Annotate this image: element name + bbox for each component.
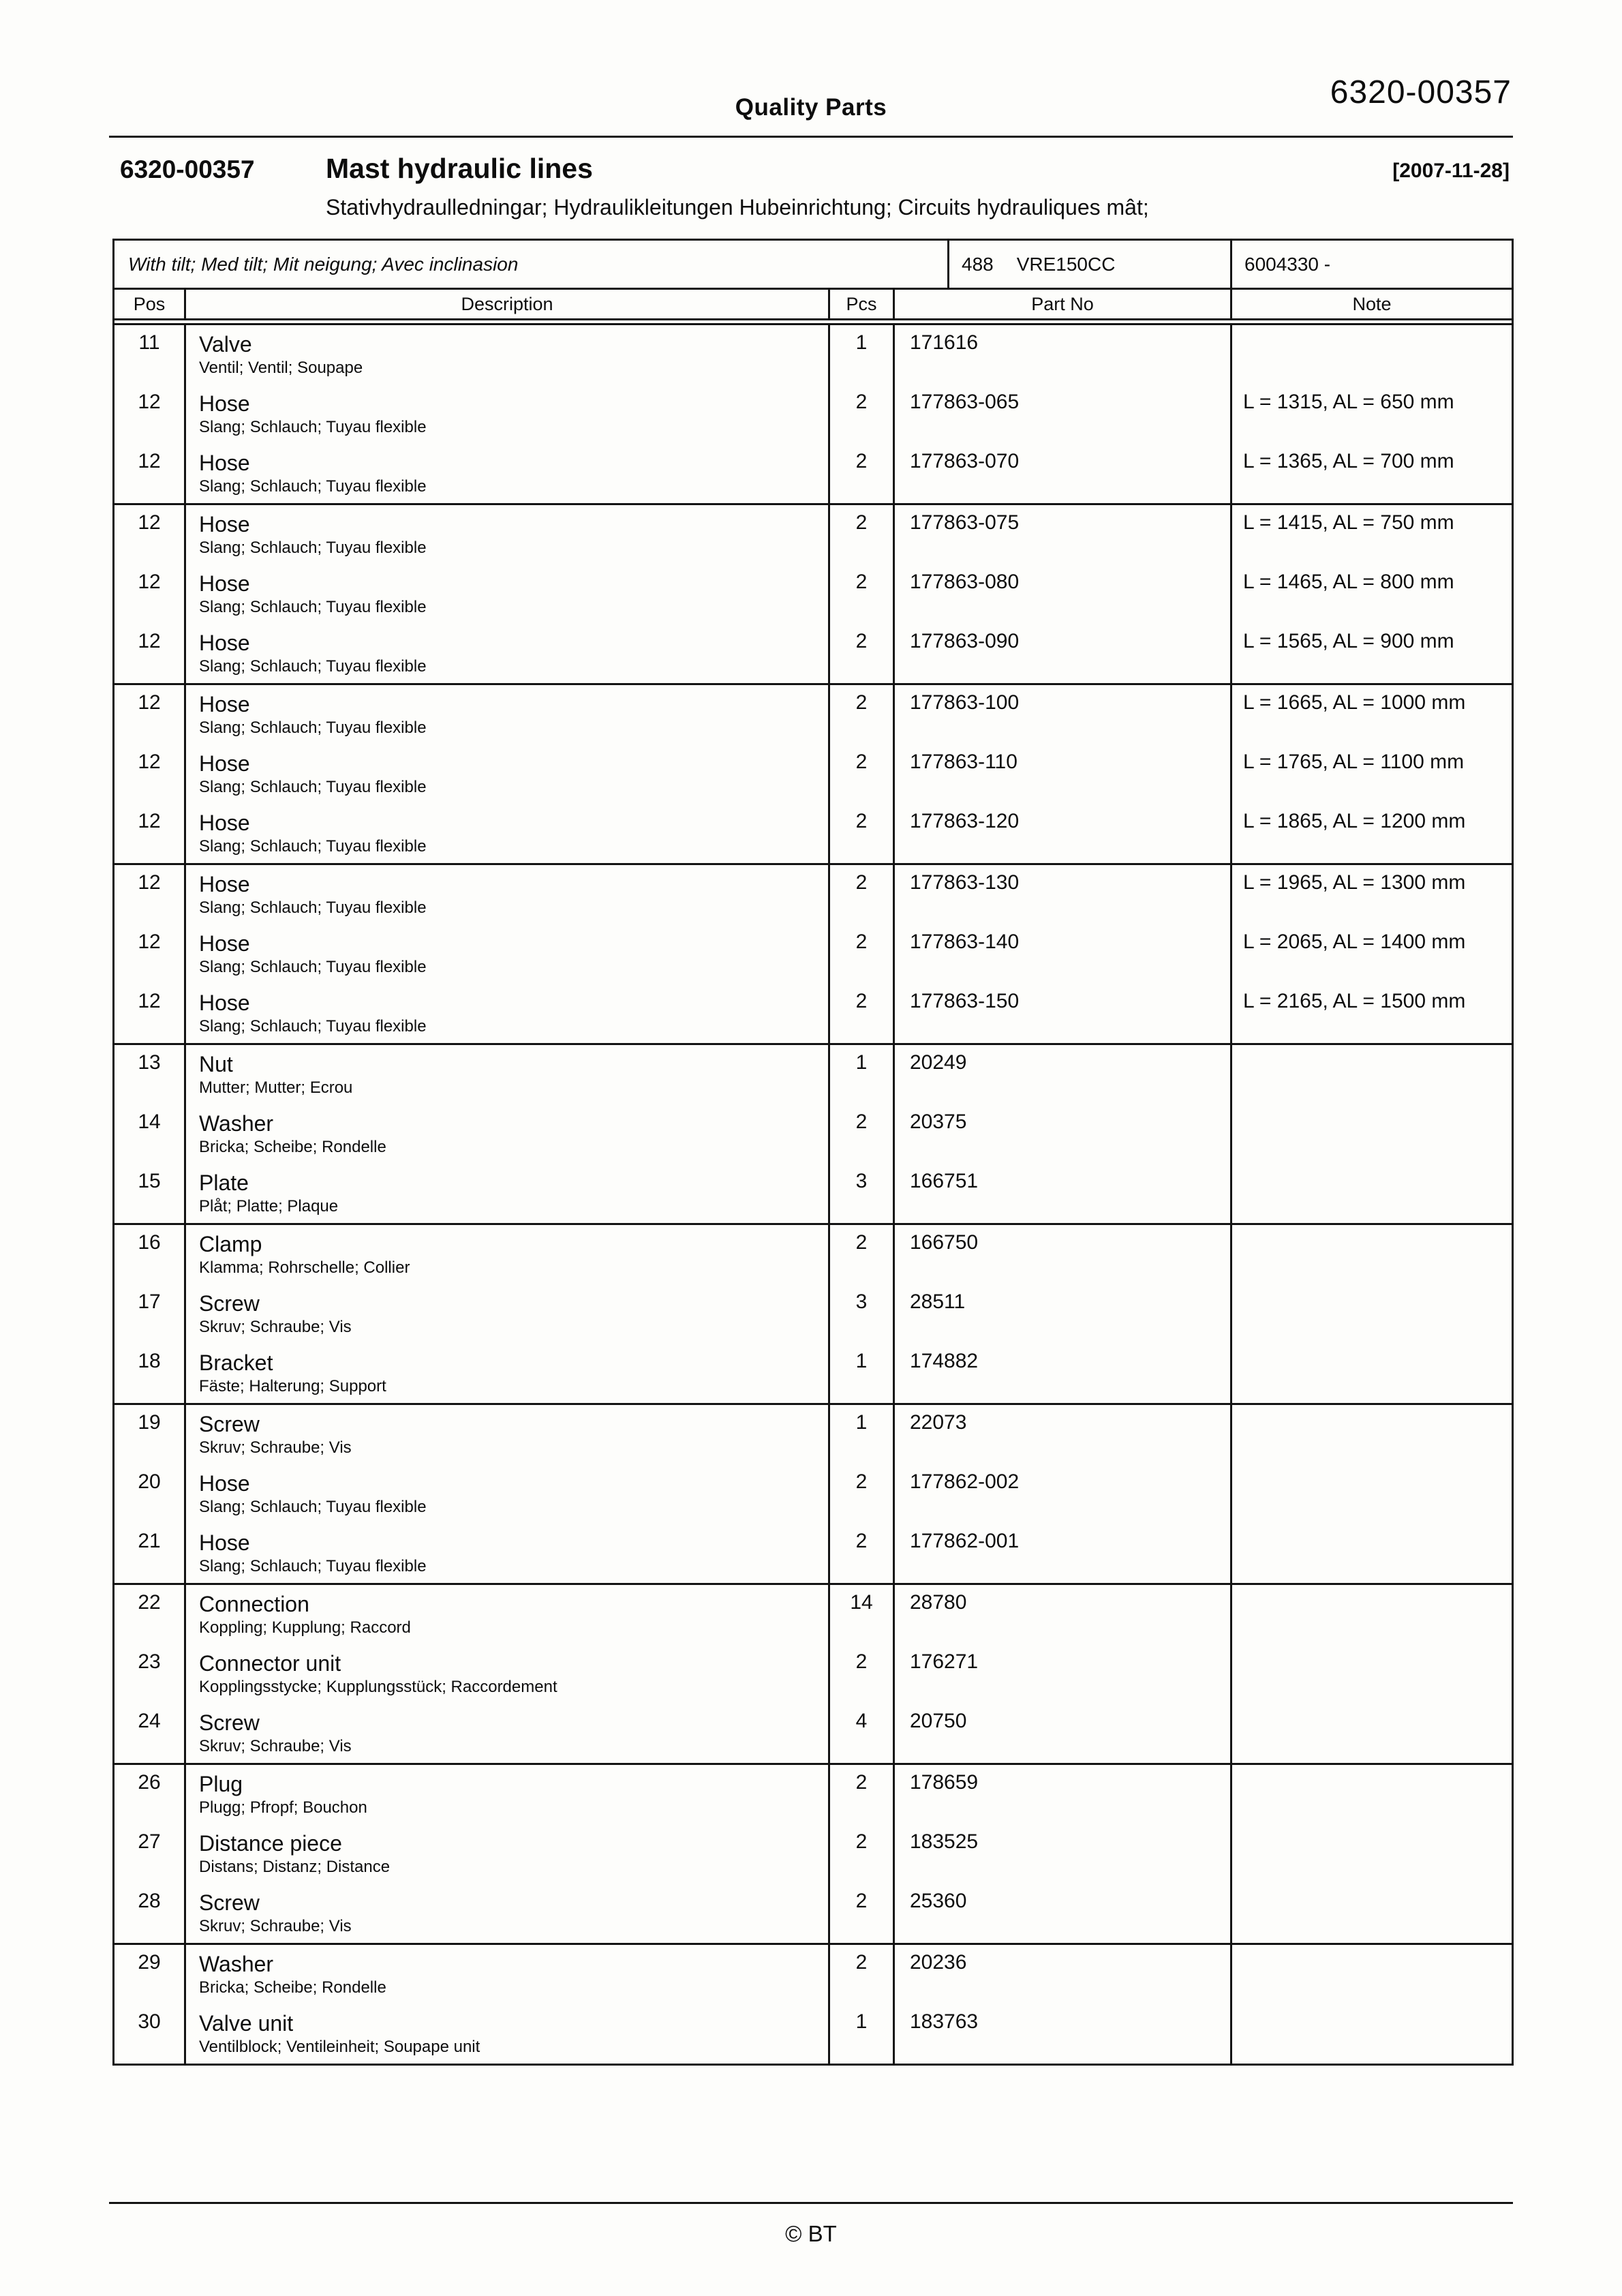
description-translations: Slang; Schlauch; Tuyau flexible (199, 657, 427, 676)
row-pcs: 2 (830, 1884, 895, 1943)
row-part-no: 177863-070 (895, 444, 1232, 503)
row-description (186, 865, 830, 924)
description-main: Clamp (199, 1232, 262, 1256)
description-main: Hose (199, 1530, 250, 1555)
col-header-part-no: Part No (895, 290, 1232, 318)
row-pos: 12 (114, 804, 186, 863)
row-pcs: 2 (830, 505, 895, 564)
table-variant-header (114, 241, 1512, 290)
row-pos: 19 (114, 1405, 186, 1464)
description-main: Hose (199, 631, 250, 655)
row-pos: 30 (114, 2004, 186, 2064)
description-main: Plug (199, 1772, 243, 1796)
row-pos: 22 (114, 1585, 186, 1644)
row-pos: 13 (114, 1045, 186, 1104)
row-group (114, 1225, 1512, 1405)
row-note (1232, 1284, 1512, 1344)
row-pcs: 2 (830, 924, 895, 984)
description-main: Distance piece (199, 1831, 342, 1856)
table-row (114, 1524, 1512, 1583)
row-pcs: 1 (830, 1344, 895, 1403)
table-column-headers (114, 290, 1512, 325)
row-pos: 12 (114, 505, 186, 564)
row-description (186, 1704, 830, 1763)
table-row (114, 685, 1512, 744)
description-translations: Slang; Schlauch; Tuyau flexible (199, 1017, 427, 1036)
description-main: Connector unit (199, 1651, 341, 1676)
row-part-no: 174882 (895, 1344, 1232, 1403)
model-name: VRE150CC (1016, 253, 1116, 275)
table-row (114, 444, 1512, 503)
model-code: 488 (962, 253, 994, 275)
row-pcs: 2 (830, 865, 895, 924)
col-header-note: Note (1352, 293, 1392, 314)
description-translations: Fäste; Halterung; Support (199, 1377, 386, 1395)
row-part-no: 183763 (895, 2004, 1232, 2064)
row-note (1232, 1945, 1512, 2004)
row-pcs: 2 (830, 624, 895, 683)
row-note: L = 1865, AL = 1200 mm (1243, 810, 1466, 832)
row-pos: 12 (114, 984, 186, 1043)
row-group (114, 685, 1512, 865)
description-main: Hose (199, 872, 250, 896)
row-note (1232, 1704, 1512, 1763)
row-part-no: 177863-150 (895, 984, 1232, 1043)
row-part-no: 177863-100 (895, 685, 1232, 744)
table-row (114, 1884, 1512, 1943)
description-translations: Kopplingsstycke; Kupplungsstück; Raccordement (199, 1678, 557, 1696)
serial-range: 6004330 - (1244, 253, 1331, 275)
table-row (114, 1164, 1512, 1223)
description-translations: Slang; Schlauch; Tuyau flexible (199, 477, 427, 496)
table-row (114, 624, 1512, 683)
row-description (186, 1644, 830, 1704)
row-part-no: 28780 (895, 1585, 1232, 1644)
row-pcs: 2 (830, 1524, 895, 1583)
footer-divider (109, 2202, 1513, 2204)
table-row (114, 1644, 1512, 1704)
row-pos: 21 (114, 1524, 186, 1583)
description-main: Screw (199, 1412, 260, 1436)
description-main: Hose (199, 931, 250, 956)
row-note: L = 1965, AL = 1300 mm (1243, 871, 1466, 894)
row-part-no: 166751 (895, 1164, 1232, 1223)
col-header-pos: Pos (114, 290, 186, 318)
row-part-no: 183525 (895, 1824, 1232, 1884)
description-translations: Slang; Schlauch; Tuyau flexible (199, 837, 427, 856)
brand-title: Quality Parts (735, 94, 887, 121)
row-pos: 23 (114, 1644, 186, 1704)
row-group (114, 1945, 1512, 2064)
description-main: Hose (199, 571, 250, 596)
row-description (186, 384, 830, 444)
row-description (186, 1045, 830, 1104)
description-main: Hose (199, 692, 250, 716)
row-pcs: 2 (830, 984, 895, 1043)
row-description (186, 685, 830, 744)
description-main: Hose (199, 391, 250, 416)
table-row (114, 1405, 1512, 1464)
description-translations: Slang; Schlauch; Tuyau flexible (199, 418, 427, 436)
description-main: Screw (199, 1890, 260, 1915)
row-pos: 12 (114, 384, 186, 444)
row-pos: 14 (114, 1104, 186, 1164)
row-description (186, 444, 830, 503)
description-main: Valve unit (199, 2011, 294, 2036)
row-note: L = 1565, AL = 900 mm (1243, 630, 1454, 652)
row-description (186, 1405, 830, 1464)
description-main: Valve (199, 332, 252, 357)
table-row (114, 564, 1512, 624)
description-main: Screw (199, 1710, 260, 1735)
row-description (186, 1945, 830, 2004)
description-translations: Distans; Distanz; Distance (199, 1858, 391, 1876)
row-note (1232, 1405, 1512, 1464)
description-translations: Slang; Schlauch; Tuyau flexible (199, 719, 427, 737)
subtitle: Stativhydraulledningar; Hydraulikleitungen Hubeinrichtung; Circuits hydrauliques mât; (326, 195, 1149, 220)
row-pos: 16 (114, 1225, 186, 1284)
description-translations: Slang; Schlauch; Tuyau flexible (199, 539, 427, 557)
row-pcs: 2 (830, 1945, 895, 2004)
row-pos: 12 (114, 924, 186, 984)
description-translations: Skruv; Schraube; Vis (199, 1917, 352, 1935)
description-translations: Skruv; Schraube; Vis (199, 1737, 352, 1755)
row-pcs: 2 (830, 685, 895, 744)
row-pos: 27 (114, 1824, 186, 1884)
row-description (186, 804, 830, 863)
description-translations: Bricka; Scheibe; Rondelle (199, 1978, 386, 1997)
row-note: L = 2065, AL = 1400 mm (1243, 931, 1466, 953)
row-description (186, 1585, 830, 1644)
table-row (114, 325, 1512, 384)
row-pcs: 1 (830, 2004, 895, 2064)
table-row (114, 924, 1512, 984)
row-pos: 12 (114, 865, 186, 924)
row-pcs: 2 (830, 1644, 895, 1704)
row-note (1232, 1464, 1512, 1524)
row-note (1232, 1644, 1512, 1704)
header-divider (109, 136, 1513, 138)
row-description (186, 984, 830, 1043)
row-description (186, 1164, 830, 1223)
row-description (186, 1765, 830, 1824)
row-part-no: 176271 (895, 1644, 1232, 1704)
row-pos: 17 (114, 1284, 186, 1344)
row-note (1232, 1164, 1512, 1223)
description-translations: Skruv; Schraube; Vis (199, 1438, 352, 1457)
row-part-no: 177863-090 (895, 624, 1232, 683)
row-pcs: 2 (830, 1225, 895, 1284)
row-pcs: 2 (830, 1824, 895, 1884)
row-part-no: 166750 (895, 1225, 1232, 1284)
table-row (114, 1225, 1512, 1284)
row-pcs: 1 (830, 325, 895, 384)
description-main: Hose (199, 811, 250, 835)
row-note: L = 1765, AL = 1100 mm (1243, 751, 1465, 773)
row-description (186, 1464, 830, 1524)
table-row (114, 1344, 1512, 1403)
description-main: Hose (199, 991, 250, 1015)
row-part-no: 20375 (895, 1104, 1232, 1164)
row-part-no: 177863-080 (895, 564, 1232, 624)
col-header-pcs: Pcs (830, 290, 895, 318)
row-part-no: 20236 (895, 1945, 1232, 2004)
row-note: L = 1465, AL = 800 mm (1243, 571, 1454, 593)
table-row (114, 1464, 1512, 1524)
description-translations: Klamma; Rohrschelle; Collier (199, 1258, 410, 1277)
row-note (1232, 325, 1512, 384)
description-main: Washer (199, 1952, 274, 1976)
row-part-no: 22073 (895, 1405, 1232, 1464)
row-pcs: 2 (830, 444, 895, 503)
description-translations: Slang; Schlauch; Tuyau flexible (199, 1498, 427, 1516)
doc-date: [2007-11-28] (1392, 160, 1510, 182)
doc-number-top: 6320-00357 (1330, 74, 1512, 110)
row-part-no: 28511 (895, 1284, 1232, 1344)
doc-number: 6320-00357 (120, 155, 255, 183)
row-pcs: 2 (830, 384, 895, 444)
row-pcs: 3 (830, 1284, 895, 1344)
description-translations: Skruv; Schraube; Vis (199, 1318, 352, 1336)
row-pos: 24 (114, 1704, 186, 1763)
description-translations: Ventilblock; Ventileinheit; Soupape unit (199, 2038, 480, 2056)
model-cell (949, 241, 1232, 288)
row-pcs: 2 (830, 744, 895, 804)
row-description (186, 1344, 830, 1403)
row-description (186, 1884, 830, 1943)
row-note (1232, 1225, 1512, 1284)
description-translations: Slang; Schlauch; Tuyau flexible (199, 598, 427, 616)
row-group (114, 1045, 1512, 1225)
description-main: Connection (199, 1592, 309, 1616)
footer-copyright: © BT (785, 2221, 837, 2246)
description-main: Hose (199, 1471, 250, 1496)
row-pcs: 1 (830, 1045, 895, 1104)
row-group (114, 1585, 1512, 1765)
row-description (186, 2004, 830, 2064)
row-pos: 18 (114, 1344, 186, 1403)
row-pcs: 2 (830, 1765, 895, 1824)
row-pos: 12 (114, 444, 186, 503)
description-main: Hose (199, 751, 250, 776)
row-description (186, 564, 830, 624)
row-part-no: 177863-120 (895, 804, 1232, 863)
row-pcs: 4 (830, 1704, 895, 1763)
row-part-no: 177863-140 (895, 924, 1232, 984)
row-note (1232, 1585, 1512, 1644)
table-row (114, 865, 1512, 924)
row-pos: 20 (114, 1464, 186, 1524)
row-part-no: 177863-075 (895, 505, 1232, 564)
row-pcs: 2 (830, 1104, 895, 1164)
table-row (114, 1045, 1512, 1104)
row-note (1232, 2004, 1512, 2064)
row-pcs: 2 (830, 804, 895, 863)
row-description (186, 1284, 830, 1344)
row-part-no: 177862-001 (895, 1524, 1232, 1583)
row-part-no: 20249 (895, 1045, 1232, 1104)
table-row (114, 384, 1512, 444)
table-row (114, 505, 1512, 564)
row-note (1232, 1824, 1512, 1884)
row-pos: 29 (114, 1945, 186, 2004)
row-group (114, 505, 1512, 685)
description-translations: Slang; Schlauch; Tuyau flexible (199, 898, 427, 917)
row-note (1232, 1884, 1512, 1943)
row-note (1232, 1765, 1512, 1824)
row-description (186, 1824, 830, 1884)
row-note (1232, 1524, 1512, 1583)
table-row (114, 1704, 1512, 1763)
row-pcs: 2 (830, 564, 895, 624)
description-translations: Slang; Schlauch; Tuyau flexible (199, 958, 427, 976)
description-main: Hose (199, 451, 250, 475)
row-note (1232, 1045, 1512, 1104)
row-group (114, 1765, 1512, 1945)
table-row (114, 2004, 1512, 2064)
row-note: L = 1365, AL = 700 mm (1243, 450, 1454, 472)
row-group (114, 865, 1512, 1045)
row-description (186, 1225, 830, 1284)
description-translations: Slang; Schlauch; Tuyau flexible (199, 1557, 427, 1575)
row-part-no: 20750 (895, 1704, 1232, 1763)
description-translations: Slang; Schlauch; Tuyau flexible (199, 778, 427, 796)
row-group (114, 1405, 1512, 1585)
row-pcs: 3 (830, 1164, 895, 1223)
description-main: Washer (199, 1111, 274, 1136)
row-pos: 12 (114, 564, 186, 624)
col-header-description: Description (186, 290, 830, 318)
table-row (114, 744, 1512, 804)
row-pcs: 1 (830, 1405, 895, 1464)
row-description (186, 1524, 830, 1583)
row-description (186, 325, 830, 384)
table-row (114, 1585, 1512, 1644)
row-description (186, 1104, 830, 1164)
row-pos: 15 (114, 1164, 186, 1223)
row-part-no: 177863-130 (895, 865, 1232, 924)
table-row (114, 1824, 1512, 1884)
variant-label: With tilt; Med tilt; Mit neigung; Avec inclinasion (114, 241, 949, 288)
row-note: L = 1415, AL = 750 mm (1243, 511, 1454, 534)
row-description (186, 624, 830, 683)
page-title: Mast hydraulic lines (326, 153, 593, 184)
row-pos: 28 (114, 1884, 186, 1943)
row-pos: 12 (114, 685, 186, 744)
row-pos: 12 (114, 744, 186, 804)
parts-table (112, 239, 1514, 2066)
row-pos: 26 (114, 1765, 186, 1824)
description-main: Hose (199, 512, 250, 537)
table-row (114, 804, 1512, 863)
row-pcs: 2 (830, 1464, 895, 1524)
description-translations: Plåt; Platte; Plaque (199, 1197, 339, 1215)
description-translations: Koppling; Kupplung; Raccord (199, 1618, 411, 1637)
row-description (186, 505, 830, 564)
row-description (186, 924, 830, 984)
row-part-no: 177862-002 (895, 1464, 1232, 1524)
table-row (114, 984, 1512, 1043)
description-main: Screw (199, 1291, 260, 1316)
table-row (114, 1284, 1512, 1344)
row-note: L = 1665, AL = 1000 mm (1243, 691, 1466, 714)
description-translations: Plugg; Pfropf; Bouchon (199, 1798, 367, 1817)
row-pos: 12 (114, 624, 186, 683)
row-part-no: 177863-065 (895, 384, 1232, 444)
row-part-no: 177863-110 (895, 744, 1232, 804)
row-note (1232, 1344, 1512, 1403)
row-part-no: 171616 (895, 325, 1232, 384)
description-translations: Mutter; Mutter; Ecrou (199, 1078, 353, 1097)
description-main: Nut (199, 1052, 233, 1076)
row-pcs: 14 (830, 1585, 895, 1644)
row-part-no: 178659 (895, 1765, 1232, 1824)
description-translations: Ventil; Ventil; Soupape (199, 359, 363, 377)
row-note: L = 1315, AL = 650 mm (1243, 391, 1454, 413)
row-pos: 11 (114, 325, 186, 384)
row-group (114, 325, 1512, 505)
table-body (114, 325, 1512, 2064)
row-part-no: 25360 (895, 1884, 1232, 1943)
row-note: L = 2165, AL = 1500 mm (1243, 990, 1466, 1012)
row-description (186, 744, 830, 804)
table-row (114, 1945, 1512, 2004)
table-row (114, 1765, 1512, 1824)
table-row (114, 1104, 1512, 1164)
description-main: Bracket (199, 1350, 273, 1375)
description-translations: Bricka; Scheibe; Rondelle (199, 1138, 386, 1156)
description-main: Plate (199, 1170, 249, 1195)
row-note (1232, 1104, 1512, 1164)
